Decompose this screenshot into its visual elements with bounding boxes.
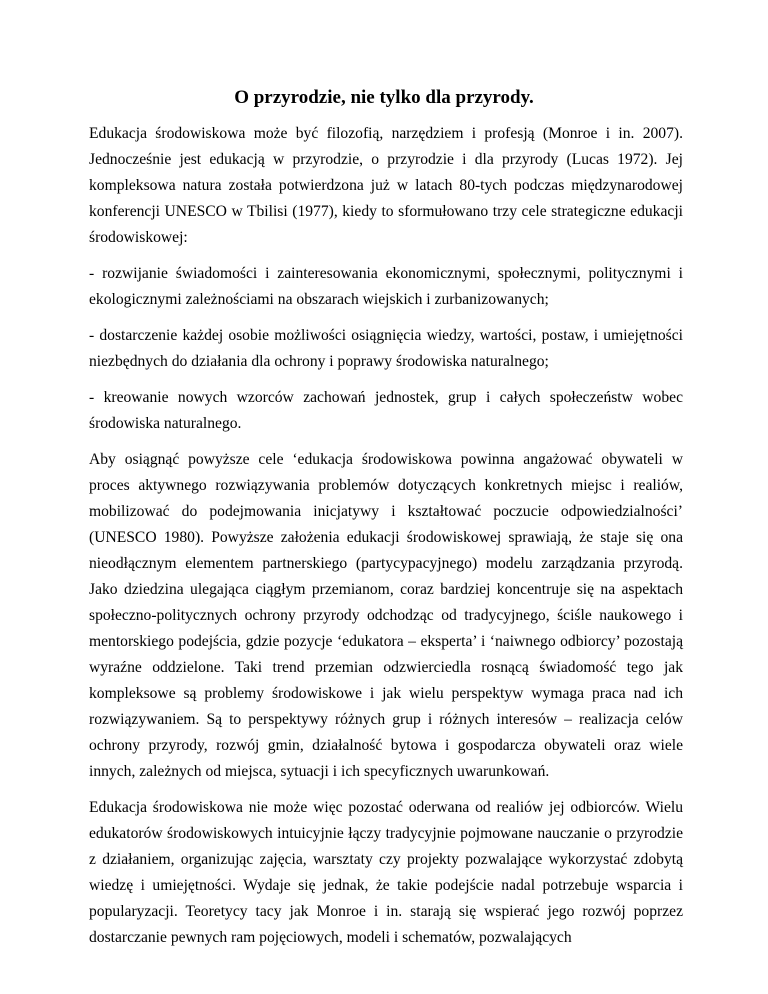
page-title: O przyrodzie, nie tylko dla przyrody.	[234, 87, 534, 108]
paragraph-realia: Edukacja środowiskowa nie może więc pozostać oderwana od realiów jej odbiorców. Wielu edukatorów środowiskowych intuicyjnie łączy tradycyjnie pojmowane nauczanie o przyrodzie z działaniem, organizując zajęcia, warsztaty czy projekty pozwalające wykorzystać zdobytą wiedzę i umiejętności. Wydaje się jednak, że takie podejście nadal potrzebuje wsparcia i popularyzacji. Teoretycy tacy jak Monroe i in. starają się wspierać jego rozwój poprzez dostarczanie pewnych ram pojęciowych, modeli i schematów, pozwalających	[89, 799, 683, 946]
paragraph-goal-2: - dostarczenie każdej osobie możliwości osiągnięcia wiedzy, wartości, postaw, i umiejętności niezbędnych do działania dla ochrony i poprawy środowiska naturalnego;	[89, 327, 683, 370]
paragraph-goal-1: - rozwijanie świadomości i zainteresowania ekonomicznymi, społecznymi, politycznymi i ekologicznymi zależnościami na obszarach wiejskich i zurbanizowanych;	[89, 265, 683, 308]
paragraph-goal-3: - kreowanie nowych wzorców zachowań jednostek, grup i całych społeczeństw wobec środowiska naturalnego.	[89, 389, 683, 432]
document-body	[89, 121, 683, 961]
paragraph-intro: Edukacja środowiskowa może być filozofią, narzędziem i profesją (Monroe i in. 2007). Jednocześnie jest edukacją w przyrodzie, o przyrodzie i dla przyrody (Lucas 1972). Jej kompleksowa natura została potwierdzona już w latach 80-tych podczas międzynarodowej konferencji UNESCO w Tbilisi (1977), kiedy to sformułowano trzy cele strategiczne edukacji środowiskowej:	[89, 125, 683, 246]
paragraph-unesco: Aby osiągnąć powyższe cele ‘edukacja środowiskowa powinna angażować obywateli w proces aktywnego rozwiązywania problemów dotyczących konkretnych miejsc i realiów, mobilizować do podejmowania inicjatywy i kształtować poczucie odpowiedzialności’ (UNESCO 1980). Powyższe założenia edukacji środowiskowej sprawiają, że staje się ona nieodłącznym elementem partnerskiego (partycypacyjnego) modelu zarządzania przyrodą. Jako dziedzina ulegająca ciągłym przemianom, coraz bardziej koncentruje się na aspektach społeczno-politycznych ochrony przyrody odchodząc od tradycyjnego, ściśle naukowego i mentorskiego podejścia, gdzie pozycje ‘edukatora – eksperta’ i ‘naiwnego odbiorcy’ pozostają wyraźne oddzielone. Taki trend przemian odzwierciedla rosnącą świadomość tego jak kompleksowe są problemy środowiskowe i jak wielu perspektyw wymaga praca nad ich rozwiązywaniem. Są to perspektywy różnych grup i różnych interesów – realizacja celów ochrony przyrody, rozwój gmin, działalność bytowa i gospodarcza obywateli oraz wiele innych, zależnych od miejsca, sytuacji i ich specyficznych uwarunkowań.	[89, 451, 683, 780]
